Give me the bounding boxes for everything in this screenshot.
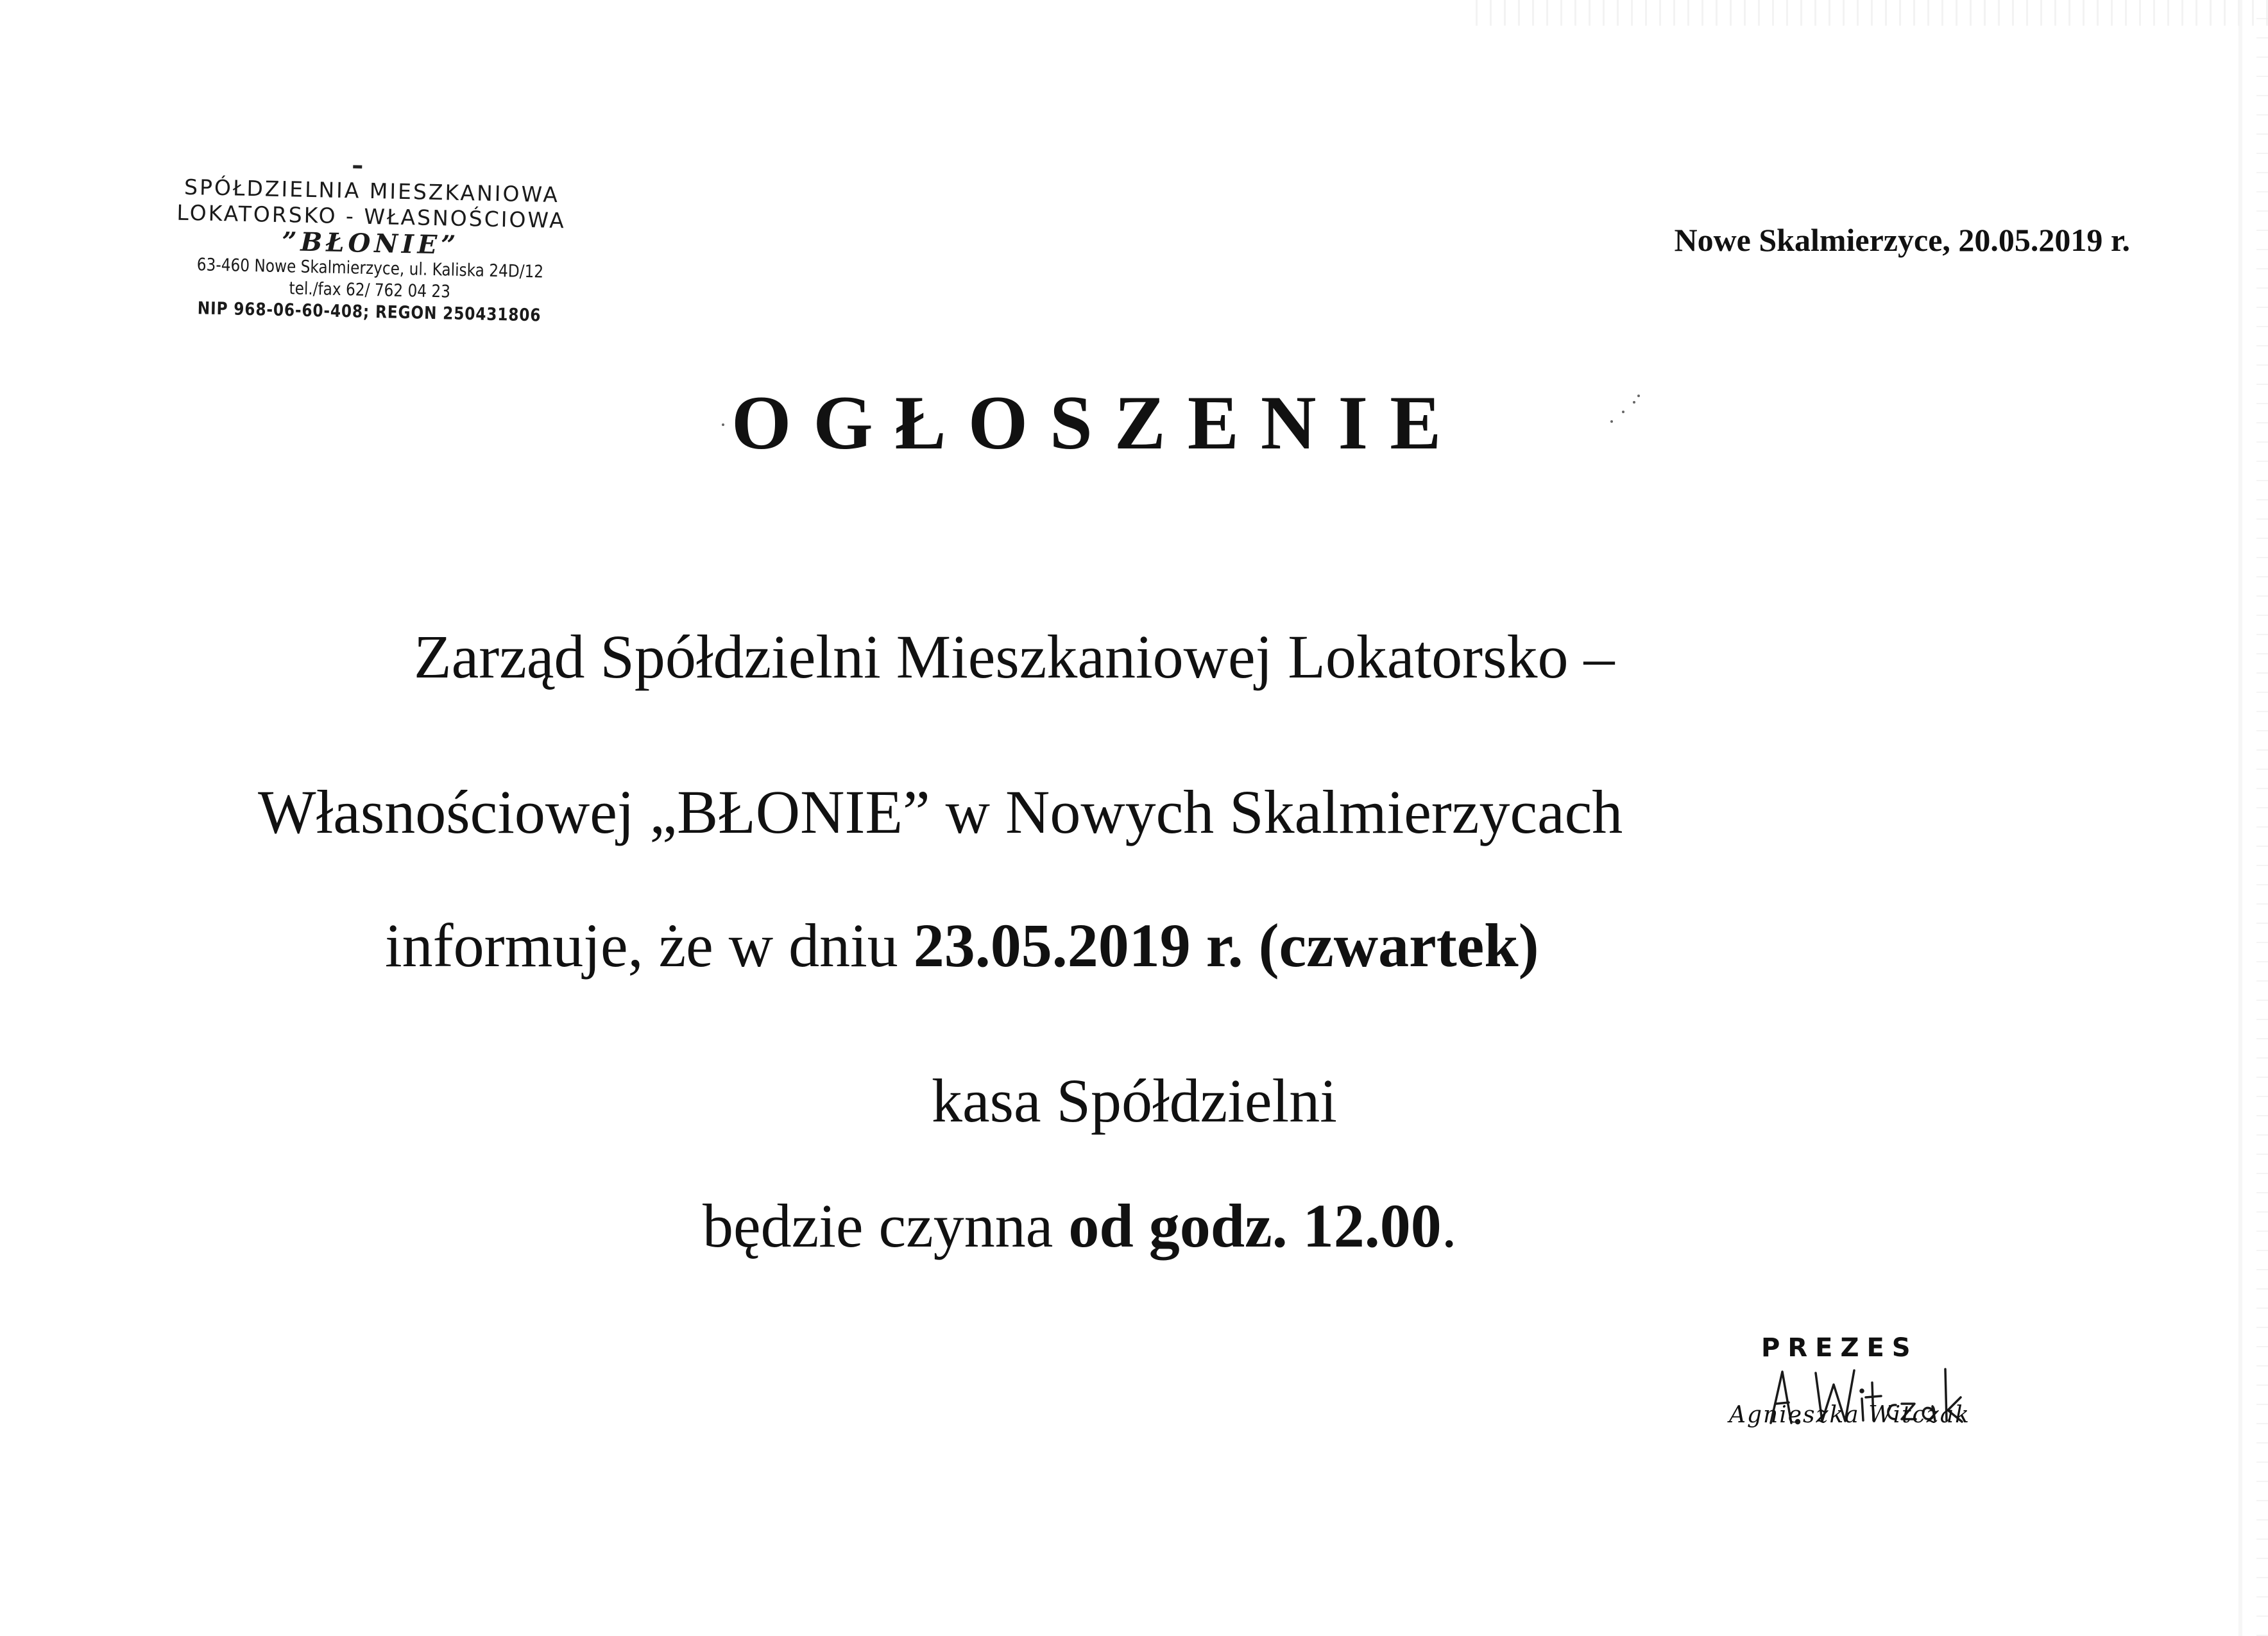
notice-line-5 <box>0 1190 2268 1261</box>
notice-line-5-text: będzie czynna <box>703 1191 1069 1260</box>
stamp-mark <box>353 165 362 168</box>
stamp-line-2: LOKATORSKO - WŁASNOŚCIOWA <box>176 200 567 234</box>
signature-role: PREZES <box>1761 1333 1918 1363</box>
stamp-cooperative-name: ”BŁONIE” <box>281 226 460 260</box>
scan-speck <box>722 423 724 426</box>
scan-speck <box>1633 401 1635 404</box>
notice-hours-highlight: od godz. 12.00 <box>1068 1191 1442 1260</box>
notice-line-2: Własnościowej „BŁONIE” w Nowych Skalmierzycach <box>258 778 1623 846</box>
stamp-tax-ids: NIP 968-06-60-408; REGON 250431806 <box>197 298 541 326</box>
notice-line-5-period: . <box>1441 1191 1457 1260</box>
scan-speck <box>1622 411 1624 413</box>
scan-speck <box>1637 395 1640 397</box>
notice-line-3 <box>0 910 2268 981</box>
stamp-line-1: SPÓŁDZIELNIA MIESZKANIOWA <box>183 174 560 208</box>
notice-line-1: Zarząd Spółdzielni Mieszkaniowej Lokatorsko – <box>414 622 1615 691</box>
document-title: OGŁOSZENIE <box>731 380 1463 465</box>
scan-artifact-top <box>1476 0 2268 26</box>
stamp-address: 63-460 Nowe Skalmierzyce, ul. Kaliska 24D/12 <box>196 255 544 282</box>
scan-speck <box>1610 420 1613 423</box>
stamp-phone: tel./fax 62/ 762 04 23 <box>289 278 451 302</box>
notice-line-3-text: informuje, że w dniu <box>385 911 914 980</box>
notice-line-4: kasa Spółdzielni <box>932 1066 1337 1135</box>
notice-date-highlight: 23.05.2019 r. (czwartek) <box>913 911 1539 980</box>
signatory-name: Agnieszka Witczak <box>1729 1402 1970 1428</box>
document-date: Nowe Skalmierzyce, 20.05.2019 r. <box>1674 222 2130 258</box>
cooperative-stamp <box>125 173 616 328</box>
